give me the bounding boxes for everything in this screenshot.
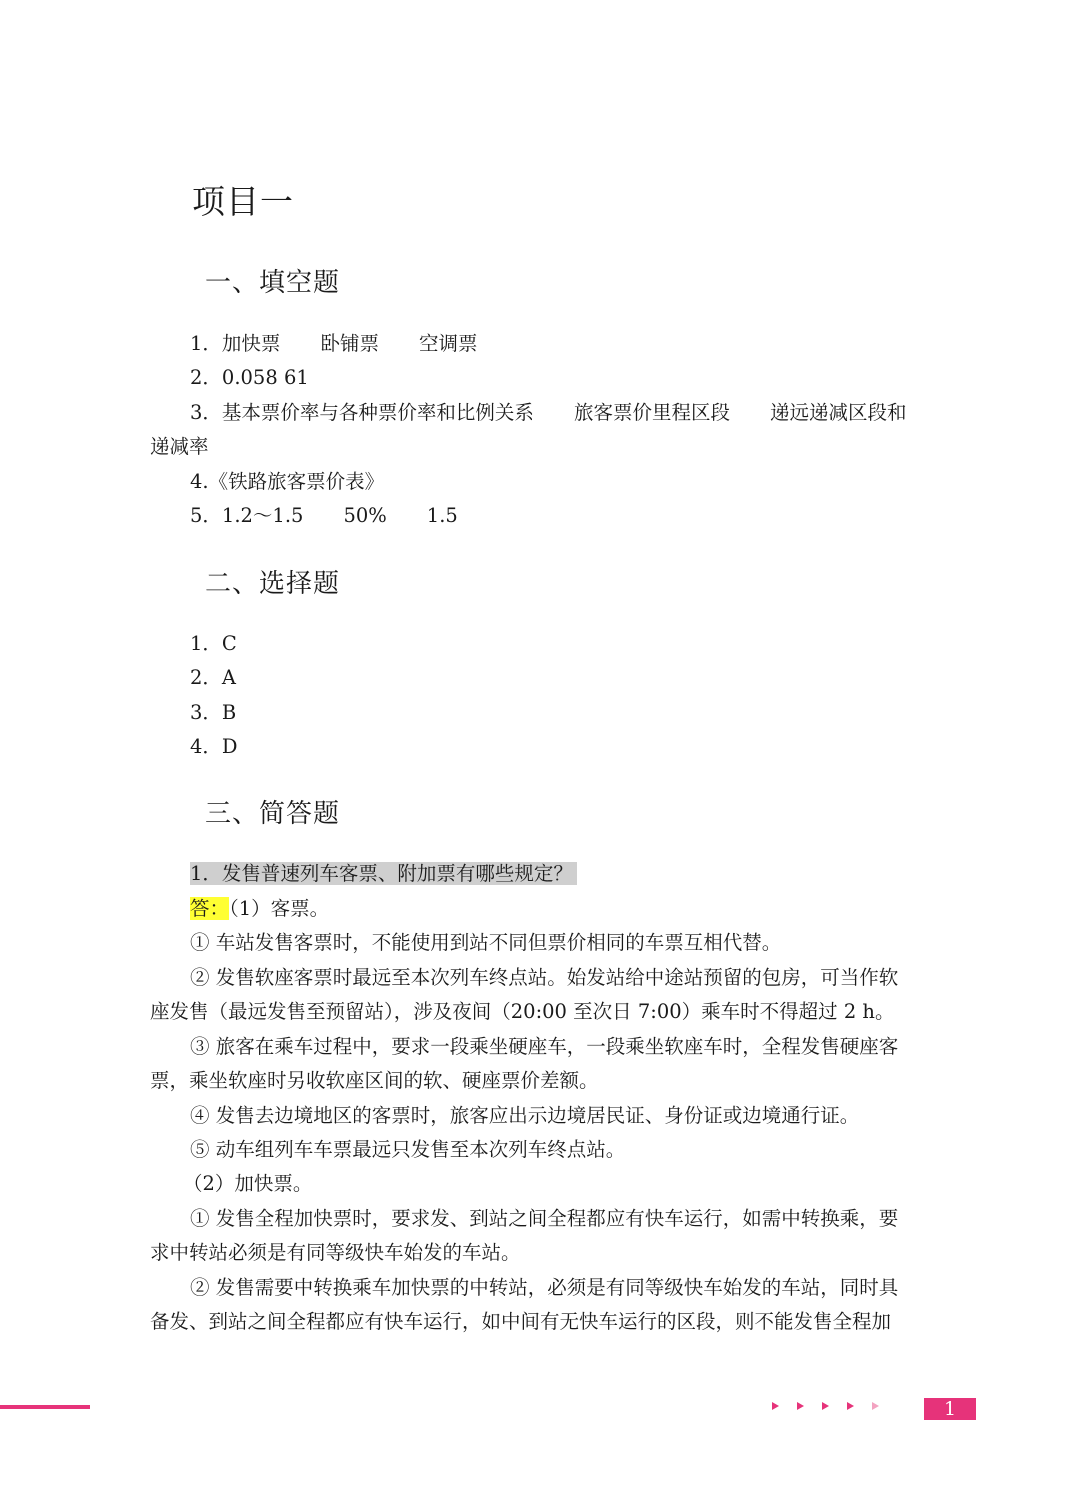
choice-item-2: 2．A: [190, 666, 237, 689]
answer-intro: 答：（1）客票。: [190, 897, 330, 920]
arrow-icon: [772, 1402, 779, 1410]
answer-line: 座发售（最远发售至预留站），涉及夜间（20:00 至次日 7:00）乘车时不得超过 2 h。: [150, 1000, 895, 1023]
answer-line: ② 发售需要中转换乘车加快票的中转站，必须是有同等级快车始发的车站，同时具: [190, 1276, 899, 1299]
fill-blank-item-3: 3．基本票价率与各种票价率和比例关系 旅客票价里程区段 递远递减区段和: [190, 401, 907, 424]
fill-blank-item-2: 2．0.058 61: [190, 366, 309, 389]
choice-item-3: 3．B: [190, 701, 237, 724]
answer-line: 备发、到站之间全程都应有快车运行，如中间有无快车运行的区段，则不能发售全程加: [150, 1310, 892, 1333]
answer-line: ③ 旅客在乘车过程中，要求一段乘坐硬座车，一段乘坐软座车时，全程发售硬座客: [190, 1035, 899, 1058]
choice-item-1: 1．C: [190, 632, 237, 655]
answer-tag: 答：: [190, 897, 230, 920]
answer-line: ② 发售软座客票时最远至本次列车终点站。始发站给中途站预留的包房，可当作软: [190, 966, 899, 989]
answer-line: ④ 发售去边境地区的客票时，旅客应出示边境居民证、身份证或边境通行证。: [190, 1104, 860, 1127]
footer-arrows: [772, 1402, 879, 1410]
question-highlight: 1．发售普速列车客票、附加票有哪些规定？: [190, 862, 577, 885]
arrow-icon: [847, 1402, 854, 1410]
section-heading-fill-blank: 一、填空题: [205, 268, 341, 298]
answer-line: ① 发售全程加快票时，要求发、到站之间全程都应有快车运行，如需中转换乘，要: [190, 1207, 899, 1230]
project-title: 项目一: [192, 182, 294, 221]
section-heading-short-answer: 三、简答题: [205, 799, 341, 829]
arrow-icon: [797, 1402, 804, 1410]
fill-blank-item-4: 4.《铁路旅客票价表》: [190, 470, 385, 493]
choice-item-4: 4．D: [190, 735, 238, 758]
answer-line: 求中转站必须是有同等级快车始发的车站。: [150, 1241, 521, 1264]
short-answer-question: [150, 857, 966, 892]
footer-accent-bar: [0, 1405, 90, 1409]
section-heading-choice: 二、选择题: [205, 569, 341, 599]
page-number: 1: [924, 1398, 976, 1420]
fill-blank-item-3-continuation: 递减率: [150, 435, 209, 458]
fill-blank-item-1: 1．加快票 卧铺票 空调票: [190, 332, 478, 355]
arrow-icon: [872, 1402, 879, 1410]
answer-line: （2）加快票。: [183, 1172, 313, 1195]
answer-line: ⑤ 动车组列车车票最远只发售至本次列车终点站。: [190, 1138, 626, 1161]
fill-blank-item-5: 5．1.2～1.5 50% 1.5: [190, 504, 458, 527]
answer-line: ① 车站发售客票时，不能使用到站不同但票价相同的车票互相代替。: [190, 931, 782, 954]
answer-line: 票，乘坐软座时另收软座区间的软、硬座票价差额。: [150, 1069, 599, 1092]
arrow-icon: [822, 1402, 829, 1410]
